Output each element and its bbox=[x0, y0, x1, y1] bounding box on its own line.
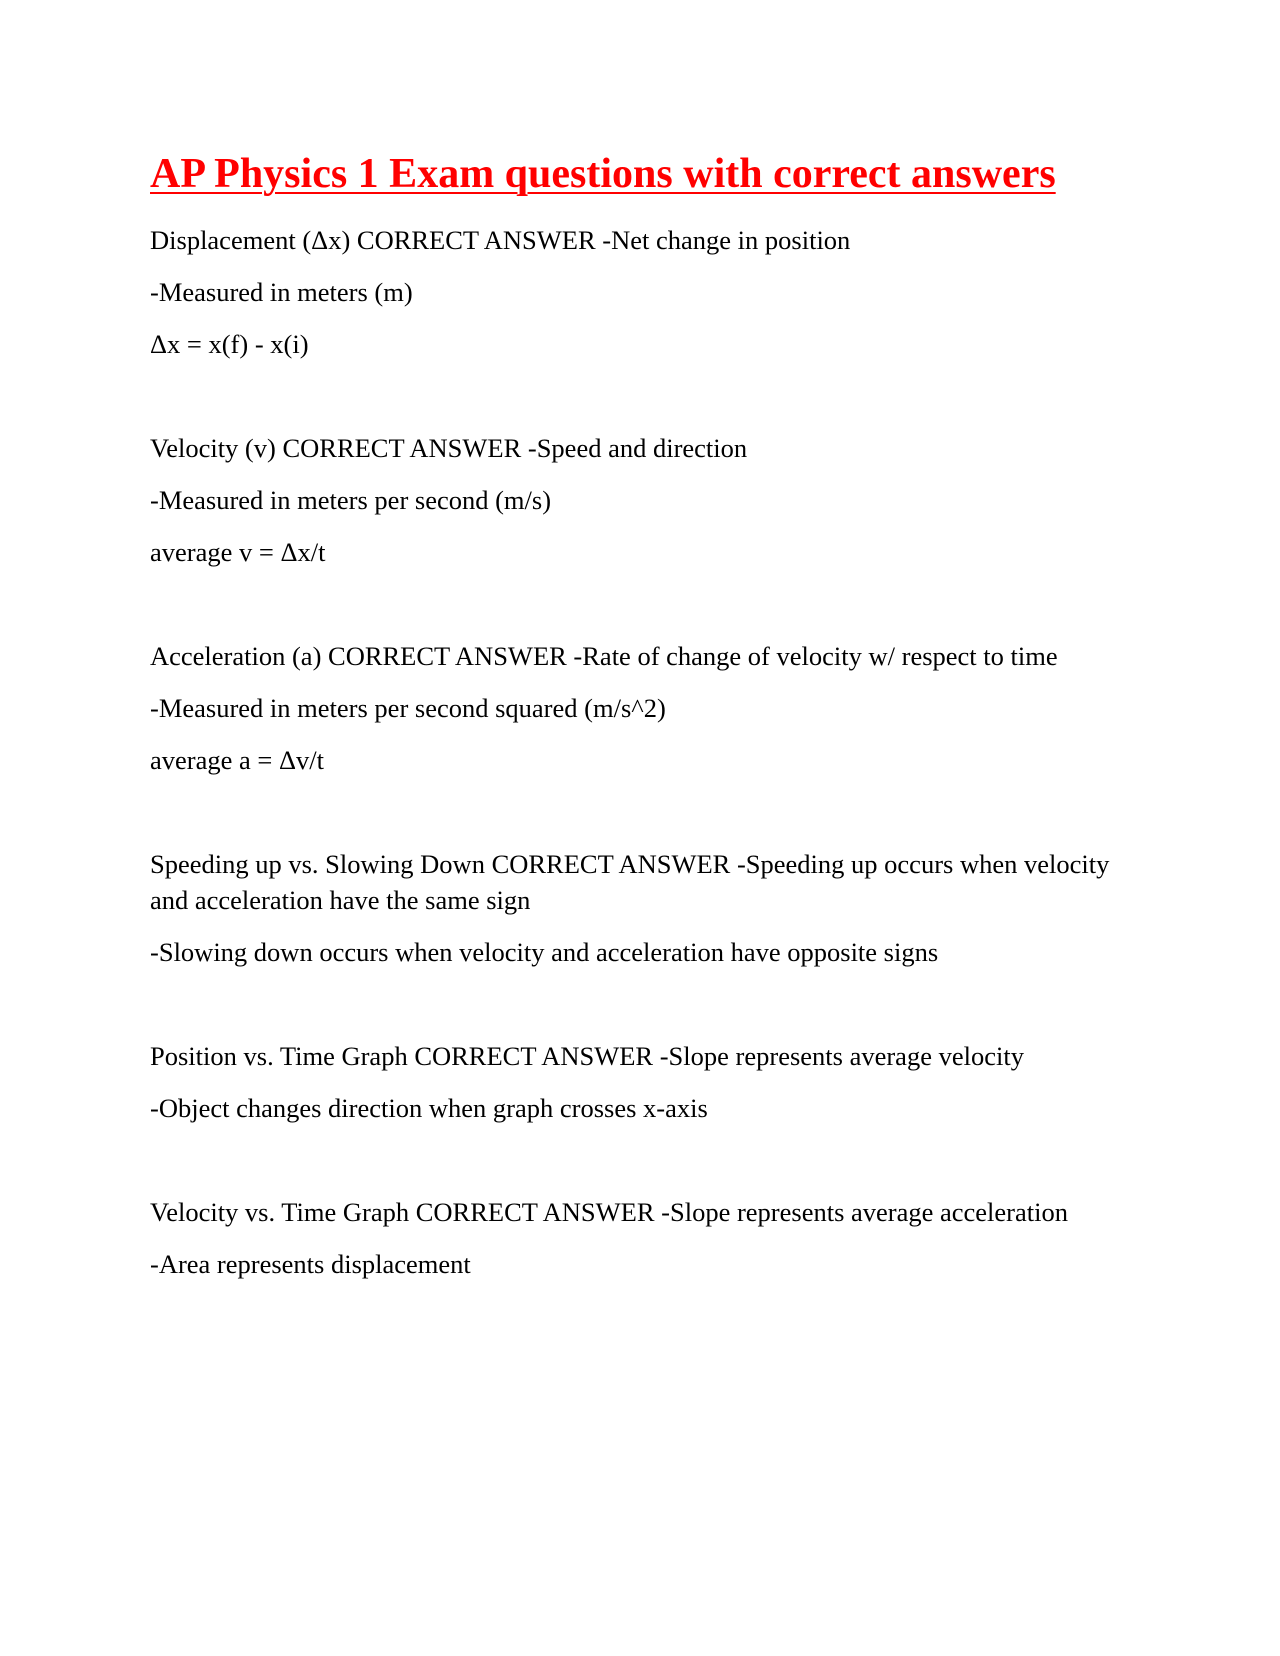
entry-line: Velocity (v) CORRECT ANSWER -Speed and direction bbox=[150, 433, 748, 463]
entry-line: Speeding up vs. Slowing Down CORRECT ANSWER -Speeding up occurs when velocity and acceleration have the same sign bbox=[150, 849, 1110, 915]
entry-line: -Measured in meters (m) bbox=[150, 277, 413, 307]
entry-velocity-time-graph bbox=[150, 1194, 1130, 1282]
entry-velocity bbox=[150, 430, 1130, 570]
entry-line: Velocity vs. Time Graph CORRECT ANSWER -Slope represents average acceleration bbox=[150, 1197, 1068, 1227]
spacer bbox=[150, 1142, 1130, 1194]
entry-line: Displacement (Δx) CORRECT ANSWER -Net change in position bbox=[150, 225, 851, 255]
entry-line: -Measured in meters per second squared (m/s^2) bbox=[150, 693, 666, 723]
entry-speeding-slowing bbox=[150, 846, 1130, 970]
document-page bbox=[150, 146, 1130, 1298]
entry-position-time-graph bbox=[150, 1038, 1130, 1126]
document-title: AP Physics 1 Exam questions with correct answers bbox=[150, 151, 1056, 197]
entry-line: -Slowing down occurs when velocity and acceleration have opposite signs bbox=[150, 937, 939, 967]
entry-line: -Area represents displacement bbox=[150, 1249, 471, 1279]
entry-line: -Measured in meters per second (m/s) bbox=[150, 485, 552, 515]
entry-line: average v = Δx/t bbox=[150, 537, 326, 567]
entry-line: Position vs. Time Graph CORRECT ANSWER -Slope represents average velocity bbox=[150, 1041, 1024, 1071]
entry-displacement bbox=[150, 222, 1130, 362]
spacer bbox=[150, 794, 1130, 846]
entry-line: average a = Δv/t bbox=[150, 745, 324, 775]
spacer bbox=[150, 586, 1130, 638]
entry-acceleration bbox=[150, 638, 1130, 778]
spacer bbox=[150, 986, 1130, 1038]
spacer bbox=[150, 378, 1130, 430]
entry-line: Δx = x(f) - x(i) bbox=[150, 329, 309, 359]
entry-line: Acceleration (a) CORRECT ANSWER -Rate of change of velocity w/ respect to time bbox=[150, 641, 1058, 671]
entry-line: -Object changes direction when graph crosses x-axis bbox=[150, 1093, 708, 1123]
